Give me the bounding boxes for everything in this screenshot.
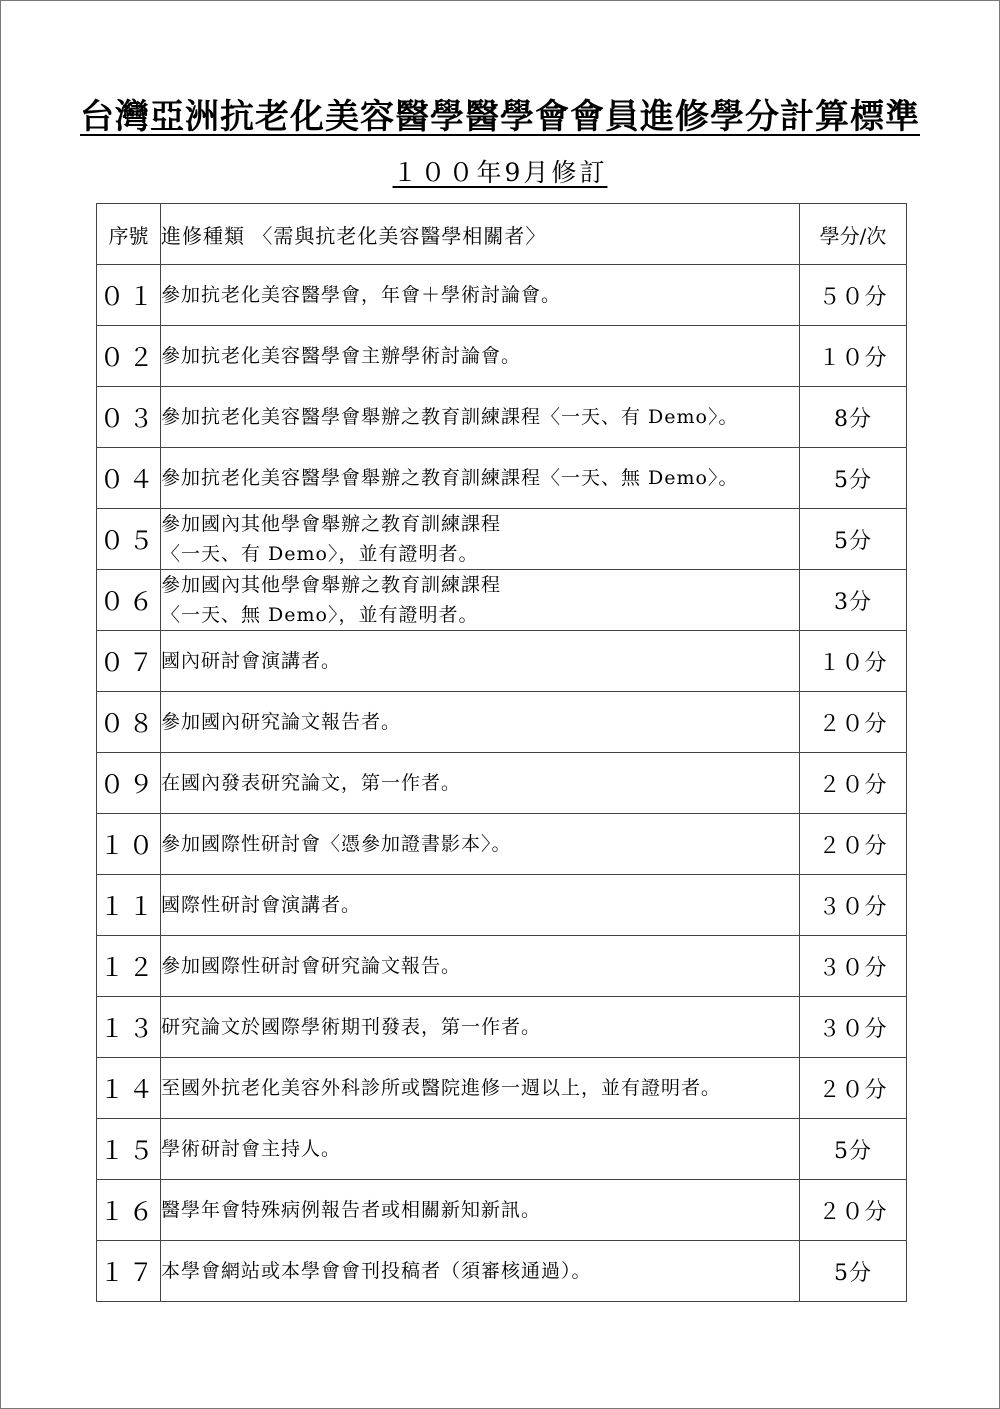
description-line: 參加國內其他學會舉辦之教育訓練課程	[161, 513, 502, 535]
table-row	[97, 936, 907, 997]
table-row	[97, 631, 907, 692]
row-number: ０１	[97, 265, 161, 326]
row-number: ０６	[97, 570, 161, 631]
row-credits: 5分	[800, 1241, 907, 1302]
description-line: 參加國際性研討會〈憑參加證書影本〉。	[161, 833, 512, 855]
row-description	[161, 692, 800, 753]
row-number: １６	[97, 1180, 161, 1241]
row-number: １４	[97, 1058, 161, 1119]
header-credits: 學分/次	[800, 204, 907, 265]
description-line: 本學會網站或本學會會刊投稿者（須審核通過）。	[161, 1260, 592, 1282]
row-description	[161, 936, 800, 997]
description-line: 參加國際性研討會研究論文報告。	[161, 955, 462, 977]
table-row	[97, 1119, 907, 1180]
row-credits: 3分	[800, 570, 907, 631]
document-title: 台灣亞洲抗老化美容醫學醫學會會員進修學分計算標準	[80, 97, 920, 137]
table-row	[97, 692, 907, 753]
description-line: 醫學年會特殊病例報告者或相關新知新訊。	[161, 1199, 542, 1221]
table-row	[97, 814, 907, 875]
row-credits: ２０分	[800, 753, 907, 814]
description-line: 研究論文於國際學術期刊發表，第一作者。	[161, 1016, 542, 1038]
row-description	[161, 265, 800, 326]
row-description	[161, 448, 800, 509]
row-description	[161, 1180, 800, 1241]
description-line: 學術研討會主持人。	[161, 1138, 342, 1160]
row-credits: １０分	[800, 631, 907, 692]
table-row	[97, 997, 907, 1058]
row-number: １０	[97, 814, 161, 875]
row-number: ０９	[97, 753, 161, 814]
row-description	[161, 387, 800, 448]
table-row	[97, 1058, 907, 1119]
row-number: ０５	[97, 509, 161, 570]
description-line: 參加抗老化美容醫學會，年會＋學術討論會。	[161, 284, 562, 306]
row-credits: 8分	[800, 387, 907, 448]
row-description	[161, 1058, 800, 1119]
row-credits: 5分	[800, 1119, 907, 1180]
row-number: １１	[97, 875, 161, 936]
description-line: 國內研討會演講者。	[161, 650, 342, 672]
row-description	[161, 631, 800, 692]
row-number: ０２	[97, 326, 161, 387]
row-credits: ２０分	[800, 1180, 907, 1241]
row-number: ０７	[97, 631, 161, 692]
table-row	[97, 1241, 907, 1302]
row-description	[161, 997, 800, 1058]
table-body	[97, 265, 907, 1302]
row-description	[161, 509, 800, 570]
description-line: 〈一天、有 Demo〉，並有證明者。	[161, 543, 479, 565]
table-row	[97, 753, 907, 814]
description-line: 在國內發表研究論文，第一作者。	[161, 772, 462, 794]
description-line: 參加國內研究論文報告者。	[161, 711, 402, 733]
row-description	[161, 1241, 800, 1302]
row-credits: ３０分	[800, 936, 907, 997]
row-credits: 5分	[800, 448, 907, 509]
row-number: １２	[97, 936, 161, 997]
row-credits: １０分	[800, 326, 907, 387]
table-row	[97, 387, 907, 448]
table-row	[97, 570, 907, 631]
row-credits: ２０分	[800, 692, 907, 753]
header-course-type: 進修種類 〈需與抗老化美容醫學相關者〉	[161, 204, 800, 265]
row-description	[161, 1119, 800, 1180]
header-number: 序號	[97, 204, 161, 265]
revision-date: １００年9月修訂	[392, 158, 608, 187]
table-row	[97, 326, 907, 387]
row-number: １５	[97, 1119, 161, 1180]
row-credits: ２０分	[800, 814, 907, 875]
table-row	[97, 265, 907, 326]
table-row	[97, 1180, 907, 1241]
row-credits: ５０分	[800, 265, 907, 326]
description-line: 參加抗老化美容醫學會舉辦之教育訓練課程〈一天、無 Demo〉。	[161, 467, 739, 489]
row-number: ０８	[97, 692, 161, 753]
description-line: 參加國內其他學會舉辦之教育訓練課程	[161, 574, 502, 596]
description-line: 參加抗老化美容醫學會舉辦之教育訓練課程〈一天、有 Demo〉。	[161, 406, 739, 428]
row-credits: ３０分	[800, 875, 907, 936]
row-description	[161, 814, 800, 875]
row-number: ０３	[97, 387, 161, 448]
credit-standards-table	[96, 203, 907, 1302]
description-line: 參加抗老化美容醫學會主辦學術討論會。	[161, 345, 522, 367]
description-line: 至國外抗老化美容外科診所或醫院進修一週以上，並有證明者。	[161, 1077, 722, 1099]
row-number: １７	[97, 1241, 161, 1302]
row-credits: ３０分	[800, 997, 907, 1058]
row-number: ０４	[97, 448, 161, 509]
table-header-row	[97, 204, 907, 265]
table-row	[97, 448, 907, 509]
description-line: 國際性研討會演講者。	[161, 894, 362, 916]
row-number: １３	[97, 997, 161, 1058]
table-row	[97, 509, 907, 570]
table-row	[97, 875, 907, 936]
row-description	[161, 875, 800, 936]
row-description	[161, 570, 800, 631]
description-line: 〈一天、無 Demo〉，並有證明者。	[161, 604, 479, 626]
row-credits: ２０分	[800, 1058, 907, 1119]
row-description	[161, 753, 800, 814]
row-credits: 5分	[800, 509, 907, 570]
row-description	[161, 326, 800, 387]
